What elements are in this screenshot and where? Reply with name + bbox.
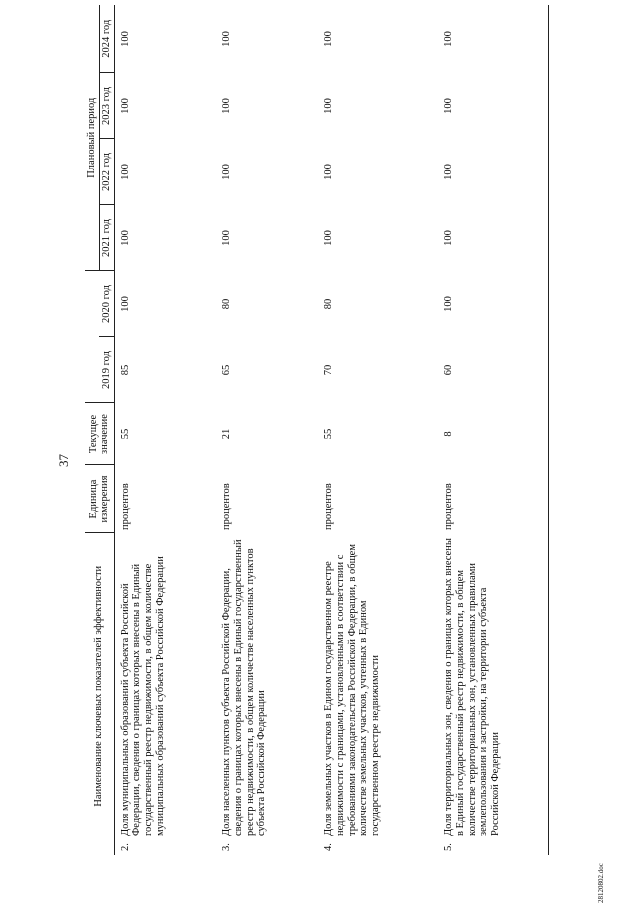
table-row: [114, 5, 216, 855]
year-value: 100: [438, 205, 548, 271]
year-value: 100: [323, 230, 334, 246]
year-value: 100: [323, 98, 334, 114]
document-id: 28120802.doc: [597, 863, 605, 903]
kpi-table: [85, 5, 549, 855]
header-year: 2020 год: [99, 271, 114, 337]
year-value: 80: [221, 298, 232, 310]
year-value: 60: [438, 337, 548, 403]
year-value: 100: [221, 98, 232, 114]
header-unit: Единица измерения: [85, 465, 114, 533]
year-value: 100: [119, 230, 131, 246]
row-number: 4.: [323, 843, 334, 851]
current-value: 55: [323, 428, 334, 440]
year-value: 80: [323, 298, 334, 310]
year-value: 100: [221, 230, 232, 246]
row-number: 5.: [438, 839, 548, 855]
year-value: 100: [119, 31, 131, 47]
header-row-1: [85, 5, 99, 855]
current-value: 21: [221, 428, 232, 440]
header-year: 2023 год: [99, 73, 114, 139]
year-value: 65: [221, 364, 232, 376]
header-planned-period: Плановый период: [85, 5, 99, 271]
year-value: 100: [221, 164, 232, 180]
year-value: 100: [221, 31, 232, 47]
year-value: 100: [323, 31, 334, 47]
indicator-name: Доля муниципальных образований субъекта Российской Федерации, сведения о границах которых внесены в Единый государственный реестр недвижимости, в общем количестве муниципальных образований субъекта Российской Федерации: [119, 556, 166, 836]
year-value: 100: [438, 73, 548, 139]
row-number: 2.: [119, 843, 131, 851]
header-year: 2022 год: [99, 139, 114, 205]
table-row: [438, 5, 548, 855]
year-value: 85: [119, 364, 131, 376]
header-year: 2021 год: [99, 205, 114, 271]
indicator-unit: процентов: [119, 483, 131, 530]
year-value: 100: [119, 98, 131, 114]
indicator-unit: процентов: [221, 483, 232, 530]
header-current: Текущее значение: [85, 403, 114, 465]
year-value: 100: [438, 271, 548, 337]
year-value: 100: [438, 5, 548, 73]
indicator-unit: процентов: [438, 465, 548, 533]
year-value: 70: [323, 364, 334, 376]
table-row: [216, 5, 318, 855]
indicator-name: Доля земельных участков в Едином государственном реестре недвижимости с границами, установленными в соответствии с требованиями законодательства Российской Федерации, в общем количестве земельных участков, учтенных в Едином государственном реестре недвижимости: [323, 544, 381, 836]
indicator-name: Доля территориальных зон, сведения о границах которых внесены в Единый государственный реестр недвижимости, в общем количестве территориальных зон, установленных правилами землепользования и застройки, на территории субъекта Российской Федерации: [438, 533, 548, 839]
year-value: 100: [119, 296, 131, 312]
header-name: Наименование ключевых показателей эффективности: [85, 533, 114, 839]
header-year: 2024 год: [99, 5, 114, 73]
year-value: 100: [438, 139, 548, 205]
current-value: 8: [438, 403, 548, 465]
year-value: 100: [323, 164, 334, 180]
table-row: [318, 5, 438, 855]
year-value: 100: [119, 164, 131, 180]
current-value: 55: [119, 428, 131, 440]
indicator-unit: процентов: [323, 483, 334, 530]
page-number: 37: [56, 454, 71, 467]
row-number: 3.: [221, 843, 232, 851]
header-year: 2019 год: [99, 337, 114, 403]
indicator-name: Доля населенных пунктов субъекта Российской Федерации, сведения о границах которых внесены в Единый государственный реестр недвижимости, в общем количестве населенных пунктов субъекта Российской Федерации: [221, 539, 268, 836]
